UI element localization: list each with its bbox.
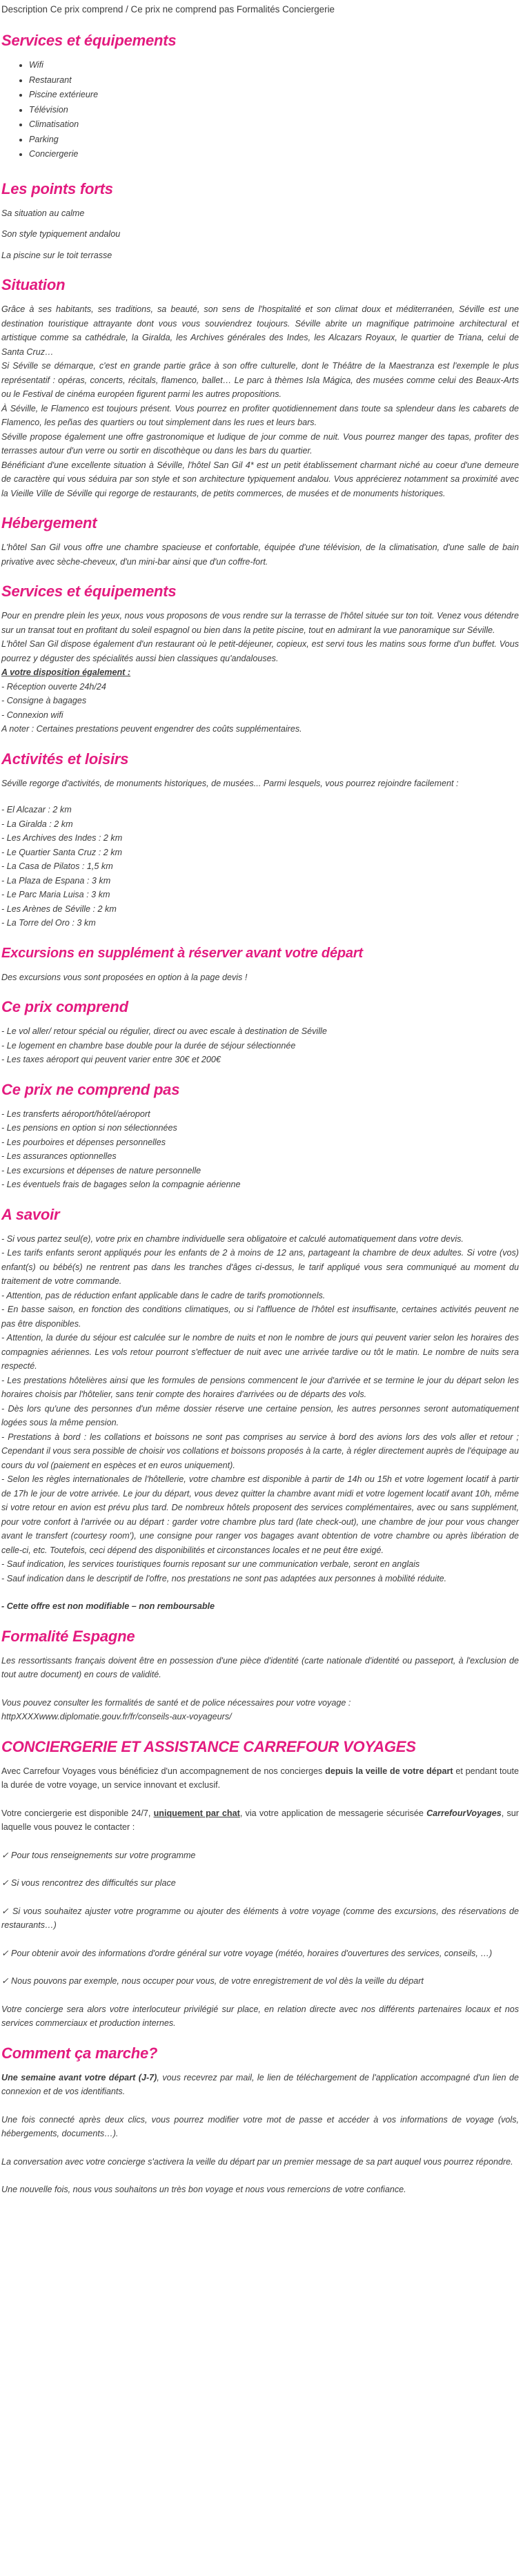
check-item: ✓ Si vous rencontrez des difficultés sur place [1, 1878, 176, 1888]
list-item: • Parking [29, 133, 519, 148]
situation-paragraph: Séville propose également une offre gastronomique et ludique de jour comme de nuit. Vous pourrez manger des tapas, profiter des terrasses autour d'un verre ou sortir en discothèque ou dans les bars du quartier. [1, 431, 519, 456]
comment-title: Comment ça marche? [1, 2044, 158, 2062]
savoir-item: - Si vous partez seul(e), votre prix en chambre individuelle sera obligatoire et calculé automatiquement dans votre devis. [1, 1233, 464, 1244]
formalite-text: Vous pouvez consulter les formalités de santé et de police nécessaires pour votre voyage : [1, 1697, 351, 1708]
conciergerie-chat [1, 1806, 519, 1835]
ne-comprend-item: - Les éventuels frais de bagages selon la compagnie aérienne [1, 1180, 241, 1189]
excursions-title: Excursions en supplément à réserver avant votre départ [1, 945, 363, 961]
services-title: Services et équipements [1, 32, 177, 49]
situation-paragraph: Grâce à ses habitants, ses traditions, sa beauté, son sens de l'hospitalité et son climat doux et méditerranéen, Séville est une destination touristique attrayante dont vous vous souviendrez toujours. Séville abrite un magnifique patrimoine architectural et artistique comme sa cathédrale, la Giralda, les Archives générales des Indes, les Alcazars Royaux, le quartier de Triana, celui de Santa Cruz… [1, 304, 519, 357]
text-span: , sur laquelle vous pouvez le contacter : [1, 1808, 519, 1832]
situation-paragraph: Si Séville se démarque, c'est en grande partie grâce à son offre culturelle, dont le Théâtre de la Maestranza est l'exemple le plus représentatif : opéras, concerts, récitals, flamenco, ballet… Le parc à thèmes Isla Mágica, des musées comme celui des Beaux-Arts ou le Festival de cinéma européen figurent parmi les autres propositions. [1, 361, 519, 399]
text-span: , via votre application de messagerie sécurisée [239, 1808, 427, 1818]
services2-paragraph: L'hôtel San Gil dispose également d'un restaurant où le petit-déjeuner, copieux, est servi tous les matins sous forme d'un buffet. Vous pourrez y déguster des spécialités aussi bien classiques qu'andalouses. [1, 639, 519, 663]
disposition-item: - Réception ouverte 24h/24 [1, 681, 106, 692]
savoir-item: - En basse saison, en fonction des conditions climatiques, ou si l'affluence de l'hôtel est insuffisante, certaines activités peuvent ne pas être disponibles. [1, 1305, 519, 1329]
text-span: , vous recevrez par mail, le lien de téléchargement de l'application accompagné d'un lien de connexion et de vos identifiants. [1, 2072, 519, 2096]
comprend-item: - Le logement en chambre base double pour la durée de séjour sélectionnée [1, 1040, 296, 1051]
ne-comprend-item: - Les assurances optionnelles [1, 1151, 117, 1161]
disposition-item: - Consigne à bagages [1, 696, 87, 705]
activite-item: - Les Arènes de Séville : 2 km [1, 904, 117, 914]
check-item: ✓ Si vous souhaitez ajuster votre programme ou ajouter des éléments à votre voyage (comme des excursions, des réservations de restaurants…) [1, 1906, 519, 1930]
formalite-text: Les ressortissants français doivent être en possession d'une pièce d'identité (carte nationale d'identité ou passeport, à l'exclusion de tout autre document) en cours de validité. [1, 1655, 519, 1679]
ne-comprend-item: - Les excursions et dépenses de nature personnelle [1, 1165, 201, 1175]
situation-paragraph: Bénéficiant d'une excellente situation à Séville, l'hôtel San Gil 4* est un petit établissement charmant niché au coeur d'une demeure de caractère qui vous séduira par son style et son architecture typiquement andalou. Vous apprécierez notamment sa proximité avec la Vieille Ville de Séville qui regorge de restaurants, de petits commerces, de musées et de monuments historiques. [1, 460, 519, 498]
conciergerie-outro: Votre concierge sera alors votre interlocuteur privilégié sur place, en relation directe avec nos différents partenaires locaux et nos services commerciaux et production internes. [1, 2004, 519, 2028]
savoir-item: - Selon les règles internationales de l'hôtellerie, votre chambre est disponible à partir de 14h ou 15h et votre logement locatif à partir de 17h le jour de votre arrivée. Le jour du départ, vous devez quitter la chambre avant midi et votre logement locatif avant 10h, même si votre retour en avion est prévu plus tard. De nombreux hôtels proposent des services complémentaires, avec ou sans supplément, pour votre confort à l'arrivée ou au départ : garder votre chambre plus tard (late check-out), une chambre de jour pour vous changer avant le transfert (courtesy room'), une consigne pour ranger vos bagages avant obtention de votre chambre ou après libération de celle-ci, etc. Toutefois, ceci dépend des disponibilités et circonstances locales et ne peut être exigé. [1, 1474, 519, 1555]
list-item: • Climatisation [29, 117, 519, 133]
situation-title: Situation [1, 276, 66, 293]
savoir-title: A savoir [1, 1205, 60, 1223]
comment-text: Une nouvelle fois, nous vous souhaitons un très bon voyage et nous vous remercions de votre confiance. [1, 2185, 406, 2194]
check-item: ✓ Pour tous renseignements sur votre programme [1, 1850, 196, 1860]
comment-text: Une fois connecté après deux clics, vous pourrez modifier votre mot de passe et accéder à vos informations de voyage (vols, hébergements, documents…). [1, 2114, 519, 2138]
activite-item: - La Giralda : 2 km [1, 819, 73, 829]
activites-intro: Séville regorge d'activités, de monuments historiques, de musées... Parmi lesquels, vous pourrez rejoindre facilement : [1, 778, 459, 788]
ne-comprend-item: - Les transferts aéroport/hôtel/aéroport [1, 1109, 150, 1119]
activite-item: - La Plaza de Espana : 3 km [1, 875, 111, 886]
comment-text [1, 2071, 519, 2099]
activite-item: - El Alcazar : 2 km [1, 805, 72, 814]
list-item: • Télévision [29, 103, 519, 118]
list-item: • Conciergerie [29, 147, 519, 162]
savoir-item: - Sauf indication, les services touristiques fournis reposant sur une communication verbale, seront en anglais [1, 1559, 420, 1569]
activite-item: - Les Archives des Indes : 2 km [1, 833, 123, 843]
lead-text: Description Ce prix comprend / Ce prix ne comprend pas Formalités Conciergerie [1, 4, 335, 14]
activite-item: - La Casa de Pilatos : 1,5 km [1, 861, 113, 871]
text-span: et pendant toute la durée de votre voyage, un service innovant et exclusif. [1, 1766, 519, 1790]
services2-paragraph: Pour en prendre plein les yeux, nous vous proposons de vous rendre sur la terrasse de l'hôtel située sur ton toit. Venez vous détendre sur un transat tout en profitant du soleil espagnol ou bien dans la petite piscine, tout en admirant la vue panoramique sur Séville. [1, 611, 519, 635]
savoir-item: - Prestations à bord : les collations et boissons ne sont pas comprises au service à bord des avions lors des vols aller et retour ; Cependant il vous sera possible de choisir vos collations et boissons proposés à la carte, à régler directement auprès de l'équipage au cours du vol (paiement en espèces et en euros uniquement). [1, 1432, 519, 1470]
ne-comprend-item: - Les pourboires et dépenses personnelles [1, 1137, 166, 1147]
activites-title: Activités et loisirs [1, 750, 129, 768]
comprend-item: - Le vol aller/ retour spécial ou régulier, direct ou avec escale à destination de Séville [1, 1026, 327, 1036]
diplomatie-link[interactable]: httpXXXXwww.diplomatie.gouv.fr/fr/conseils-aux-voyageurs/ [1, 1712, 232, 1721]
savoir-item: - Attention, pas de réduction enfant applicable dans le cadre de tarifs promotionnels. [1, 1290, 326, 1300]
activite-item: - Le Quartier Santa Cruz : 2 km [1, 847, 122, 857]
excursions-text: Des excursions vous sont proposées en option à la page devis ! [1, 972, 248, 982]
non-modifiable-notice: - Cette offre est non modifiable – non remboursable [1, 1601, 215, 1611]
ne-comprend-item: - Les pensions en option si non sélectionnées [1, 1123, 177, 1133]
points-forts-title: Les points forts [1, 179, 113, 197]
point-fort: Son style typiquement andalou [1, 229, 121, 239]
hebergement-title: Hébergement [1, 514, 97, 531]
savoir-item: - Dès lors qu'une des personnes d'un même dossier réserve une certaine pension, les autres personnes seront automatiquement logées sous la même pension. [1, 1403, 519, 1427]
text-span-bold: uniquement par chat [153, 1808, 240, 1818]
text-span-bold: CarrefourVoyages [426, 1808, 502, 1818]
formalite-title: Formalité Espagne [1, 1627, 135, 1645]
comprend-title: Ce prix comprend [1, 998, 128, 1015]
comprend-item: - Les taxes aéroport qui peuvent varier entre 30€ et 200€ [1, 1055, 221, 1064]
conciergerie-intro [1, 1764, 519, 1793]
savoir-item: - Les prestations hôtelières ainsi que les formules de pensions commencent le jour d'arrivée et se termine le jour du départ selon les horaires choisis par l'hôtelier, sans tenir compte des horaires d'arrivées ou de départs des vols. [1, 1375, 519, 1399]
list-item: • Piscine extérieure [29, 88, 519, 103]
hebergement-text: L'hôtel San Gil vous offre une chambre spacieuse et confortable, équipée d'une télévision, de la climatisation, d'une salle de bain privative avec sèche-cheveux, d'un mini-bar ainsi que d'un coffre-fort. [1, 543, 519, 567]
check-item: ✓ Nous pouvons par exemple, nous occuper pour vous, de votre enregistrement de vol dès la veille du départ [1, 1976, 424, 1986]
services2-title: Services et équipements [1, 583, 177, 600]
list-item: • Restaurant [29, 73, 519, 88]
text-span: Votre conciergerie est disponible 24/7, [1, 1808, 154, 1818]
activite-item: - Le Parc Maria Luisa : 3 km [1, 890, 110, 899]
text-span-bold: Une semaine avant votre départ (J-7) [1, 2072, 157, 2082]
check-item: ✓ Pour obtenir avoir des informations d'ordre général sur votre voyage (météo, horaires d'ouvertures des services, conseils, …) [1, 1948, 493, 1958]
list-item: • Wifi [29, 58, 519, 73]
text-span: Avec Carrefour Voyages vous bénéficiez d'un accompagnement de nos concierges [1, 1766, 326, 1776]
disposition-title: A votre disposition également : [1, 667, 131, 677]
disposition-item: - Connexion wifi [1, 710, 63, 720]
conciergerie-title: CONCIERGERIE ET ASSISTANCE CARREFOUR VOYAGES [1, 1737, 416, 1755]
point-fort: La piscine sur le toit terrasse [1, 250, 112, 260]
savoir-item: - Attention, la durée du séjour est calculée sur le nombre de nuits et non le nombre de jours qui peuvent varier selon les horaires des compagnies aériennes. Les vols retour pourront s'effectuer de nuit avec une arrivée tardive ou tôt le matin. Le nombre de nuits sera respecté. [1, 1333, 519, 1371]
activite-item: - La Torre del Oro : 3 km [1, 918, 96, 928]
savoir-item: - Sauf indication dans le descriptif de l'offre, nos prestations ne sont pas adaptées aux personnes à mobilité réduite. [1, 1573, 447, 1583]
text-span-bold: depuis la veille de votre départ [325, 1766, 453, 1776]
situation-paragraph: À Séville, le Flamenco est toujours présent. Vous pourrez en profiter quotidiennement dans toute sa splendeur dans les cabarets de Flamenco, les peñas des quartiers ou tout simplement dans les rues et leurs bars. [1, 403, 519, 427]
comment-text: La conversation avec votre concierge s'activera la veille du départ par un premier message de sa part auquel vous pourrez répondre. [1, 2156, 513, 2167]
point-fort: Sa situation au calme [1, 208, 85, 218]
services-list [1, 58, 519, 162]
disposition-note: A noter : Certaines prestations peuvent engendrer des coûts supplémentaires. [1, 724, 302, 734]
ne-comprend-title: Ce prix ne comprend pas [1, 1080, 180, 1098]
savoir-item: - Les tarifs enfants seront appliqués pour les enfants de 2 à moins de 12 ans, partageant la chambre de deux adultes. Si votre (vos) enfant(s) ou bébé(s) ne rentrent pas dans les tranches d'âges ci-dessus, le tarif appliqué vous sera communiqué au moment du traitement de votre commande. [1, 1248, 519, 1286]
